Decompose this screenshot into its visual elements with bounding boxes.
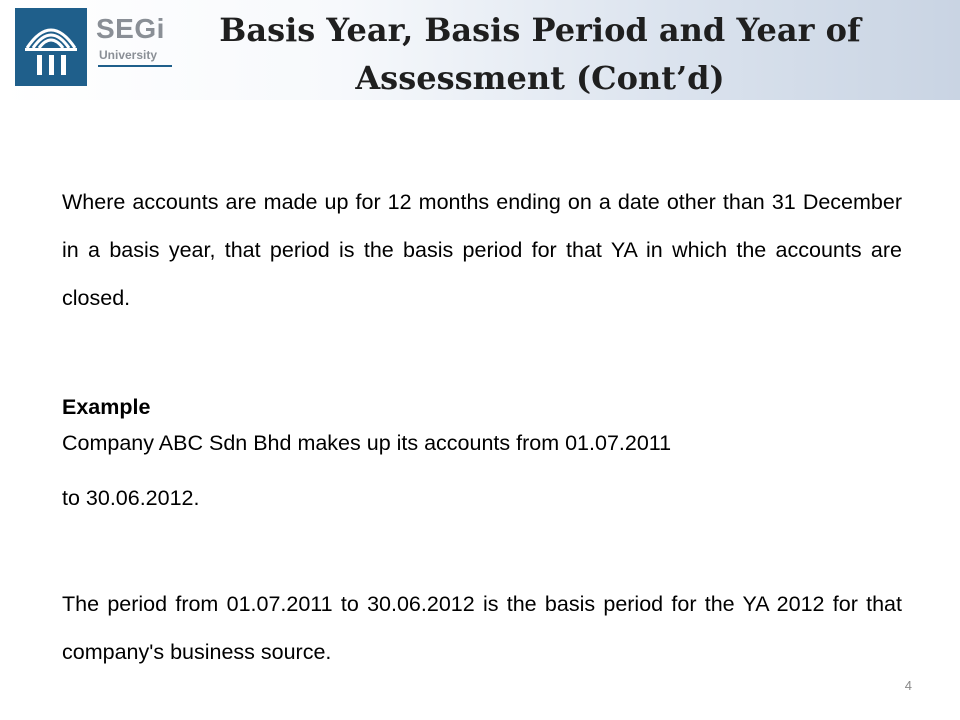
conclusion-paragraph: The period from 01.07.2011 to 30.06.2012 is the basis period for the YA 2012 for that company's business source. — [62, 592, 902, 664]
example-text — [62, 416, 902, 526]
slide-body — [62, 178, 902, 676]
title-line-2: Assessment (Cont’d) — [355, 59, 725, 97]
header-band — [0, 0, 960, 100]
example-heading: Example — [62, 395, 151, 419]
slide-title — [180, 6, 900, 102]
example-line-2: to 30.06.2012. — [62, 486, 200, 510]
paragraph-basis-period: Where accounts are made up for 12 months ending on a date other than 31 December in a basis year, that period is the basis period for that YA in which the accounts are closed. — [62, 190, 902, 310]
logo-name: SEGi — [96, 13, 165, 44]
logo-subtitle: University — [99, 48, 158, 62]
logo-underline — [98, 65, 172, 67]
title-line-1: Basis Year, Basis Period and Year of — [219, 11, 861, 49]
example-line-1: Company ABC Sdn Bhd makes up its accounts from 01.07.2011 — [62, 431, 672, 455]
page-number: 4 — [904, 678, 912, 693]
segi-logo-icon — [15, 8, 87, 86]
